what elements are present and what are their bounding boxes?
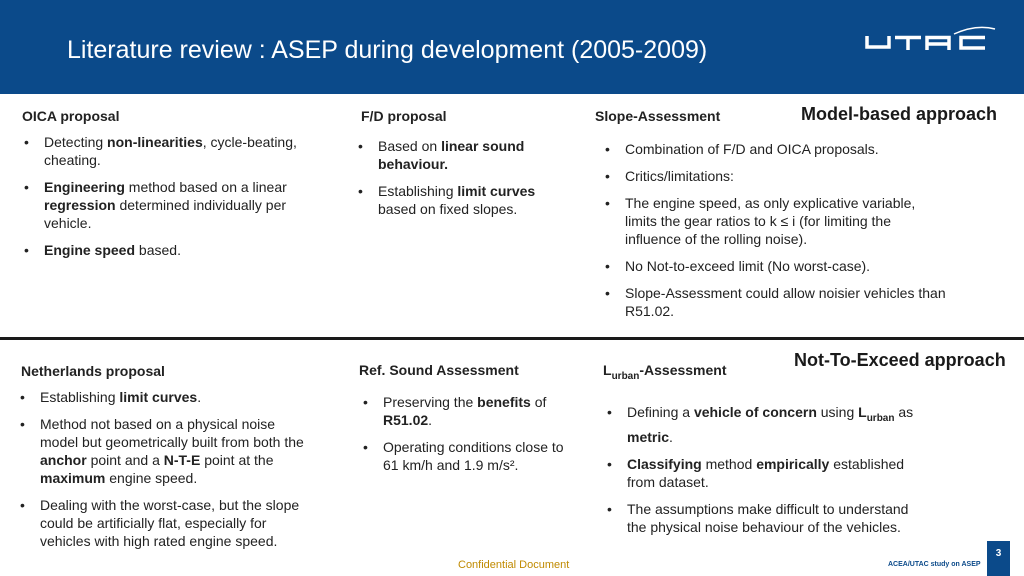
list-item: • The engine speed, as only explicative variable, limits the gear ratios to k ≤ i (for limiting the influence of the rolling noise). — [601, 194, 946, 248]
oica-list — [20, 133, 310, 268]
list-item: • Engineering method based on a linear regression determined individually per vehicle. — [20, 178, 310, 232]
ref-sound-list — [359, 393, 564, 483]
header-bar — [0, 0, 1024, 94]
nte-approach-label: Not-To-Exceed approach — [794, 350, 1006, 370]
list-item: • The assumptions make difficult to understand the physical noise behaviour of the vehicles. — [603, 500, 923, 536]
list-item: • Establishing limit curves based on fixed slopes. — [354, 182, 559, 218]
netherlands-list — [16, 388, 306, 559]
list-item: • Method not based on a physical noise model but geometrically built from both the anchor point and a N-T-E point at the maximum engine speed. — [16, 415, 306, 487]
fd-proposal-heading: F/D proposal — [361, 108, 447, 124]
list-item: • No Not-to-exceed limit (No worst-case). — [601, 257, 946, 275]
list-item: • Engine speed based. — [20, 241, 310, 259]
slope-assessment-heading: Slope-Assessment — [595, 108, 721, 124]
list-item: • Combination of F/D and OICA proposals. — [601, 140, 946, 158]
section-divider — [0, 337, 1024, 340]
list-item: • Detecting non-linearities, cycle-beating, cheating. — [20, 133, 310, 169]
list-item: • Dealing with the worst-case, but the slope could be artificially flat, especially for vehicles with high rated engine speed. — [16, 496, 306, 550]
model-based-approach-label: Model-based approach — [801, 104, 998, 124]
list-item: • Based on linear sound behaviour. — [354, 137, 559, 173]
page-number: 3 — [987, 541, 1010, 576]
list-item: • Preserving the benefits of R51.02. — [359, 393, 564, 429]
list-item: • Operating conditions close to 61 km/h and 1.9 m/s². — [359, 438, 564, 474]
list-item: • Establishing limit curves. — [16, 388, 306, 406]
lurban-list — [603, 403, 923, 545]
list-item: • Critics/limitations: — [601, 167, 946, 185]
fd-list — [354, 137, 559, 227]
slide-title: Literature review : ASEP during development (2005-2009) — [67, 36, 708, 64]
lurban-assessment-heading: $L_{urban}$-Assessment — [603, 362, 727, 382]
ref-sound-assessment-heading: Ref. Sound Assessment — [359, 362, 519, 378]
utac-logo — [864, 26, 996, 56]
confidential-label: Confidential Document — [458, 559, 570, 571]
list-item: • Classifying method empirically established from dataset. — [603, 455, 923, 491]
list-item: • Slope-Assessment could allow noisier vehicles than R51.02. — [601, 284, 946, 320]
slope-list — [601, 140, 946, 329]
netherlands-proposal-heading: Netherlands proposal — [21, 363, 165, 379]
list-item: • Defining a vehicle of concern using $L_{urban}$ as metric. — [603, 403, 923, 446]
oica-proposal-heading: OICA proposal — [22, 108, 120, 124]
study-label: ACEA/UTAC study on ASEP — [888, 561, 981, 568]
